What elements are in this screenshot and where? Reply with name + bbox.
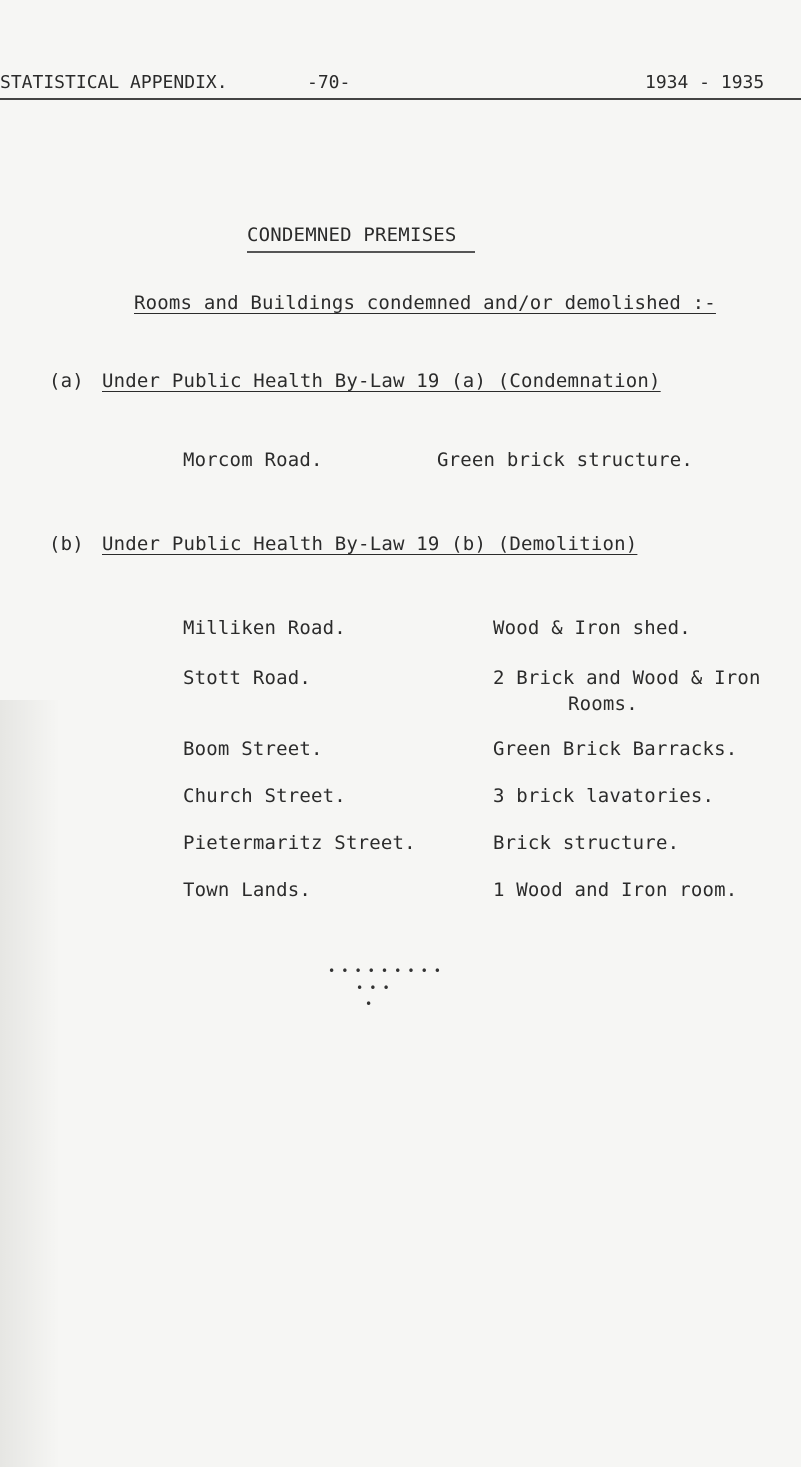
list-item-location: Milliken Road.	[183, 617, 346, 639]
list-item-description: Wood & Iron shed.	[493, 617, 691, 639]
list-item-description-cont: Rooms.	[568, 693, 638, 715]
header-appendix-label: STATISTICAL APPENDIX.	[0, 72, 228, 93]
list-item-description: 3 brick lavatories.	[493, 785, 715, 807]
list-item-location: Boom Street.	[183, 738, 323, 760]
intro-line: Rooms and Buildings condemned and/or demolished :-	[134, 292, 716, 314]
end-marks-row-3: •	[365, 997, 379, 1011]
list-item-description: Green Brick Barracks.	[493, 738, 738, 760]
list-item-description: 2 Brick and Wood & Iron	[493, 667, 761, 689]
list-item-description: 1 Wood and Iron room.	[493, 879, 738, 901]
header-years: 1934 - 1935	[645, 72, 765, 93]
section-b-heading: Under Public Health By-Law 19 (b) (Demolition)	[102, 533, 638, 555]
end-marks-row-2: •••	[356, 981, 396, 995]
list-item-location: Pietermaritz Street.	[183, 832, 416, 854]
list-item-location: Stott Road.	[183, 667, 312, 689]
section-a-heading: Under Public Health By-Law 19 (a) (Condemnation)	[102, 370, 661, 392]
section-a-location: Morcom Road.	[183, 449, 323, 471]
section-b-label: (b)	[49, 533, 84, 555]
list-item-description: Brick structure.	[493, 832, 680, 854]
header-rule	[0, 98, 801, 100]
scan-shading	[0, 700, 60, 1467]
page-number: -70-	[307, 72, 351, 93]
list-item-location: Town Lands.	[183, 879, 312, 901]
list-item-location: Church Street.	[183, 785, 346, 807]
section-a-description: Green brick structure.	[437, 449, 694, 471]
title-underline	[247, 251, 475, 253]
page-title: CONDEMNED PREMISES	[247, 224, 457, 246]
end-marks-row-1: •••••••••	[328, 964, 448, 978]
section-a-label: (a)	[49, 370, 84, 392]
